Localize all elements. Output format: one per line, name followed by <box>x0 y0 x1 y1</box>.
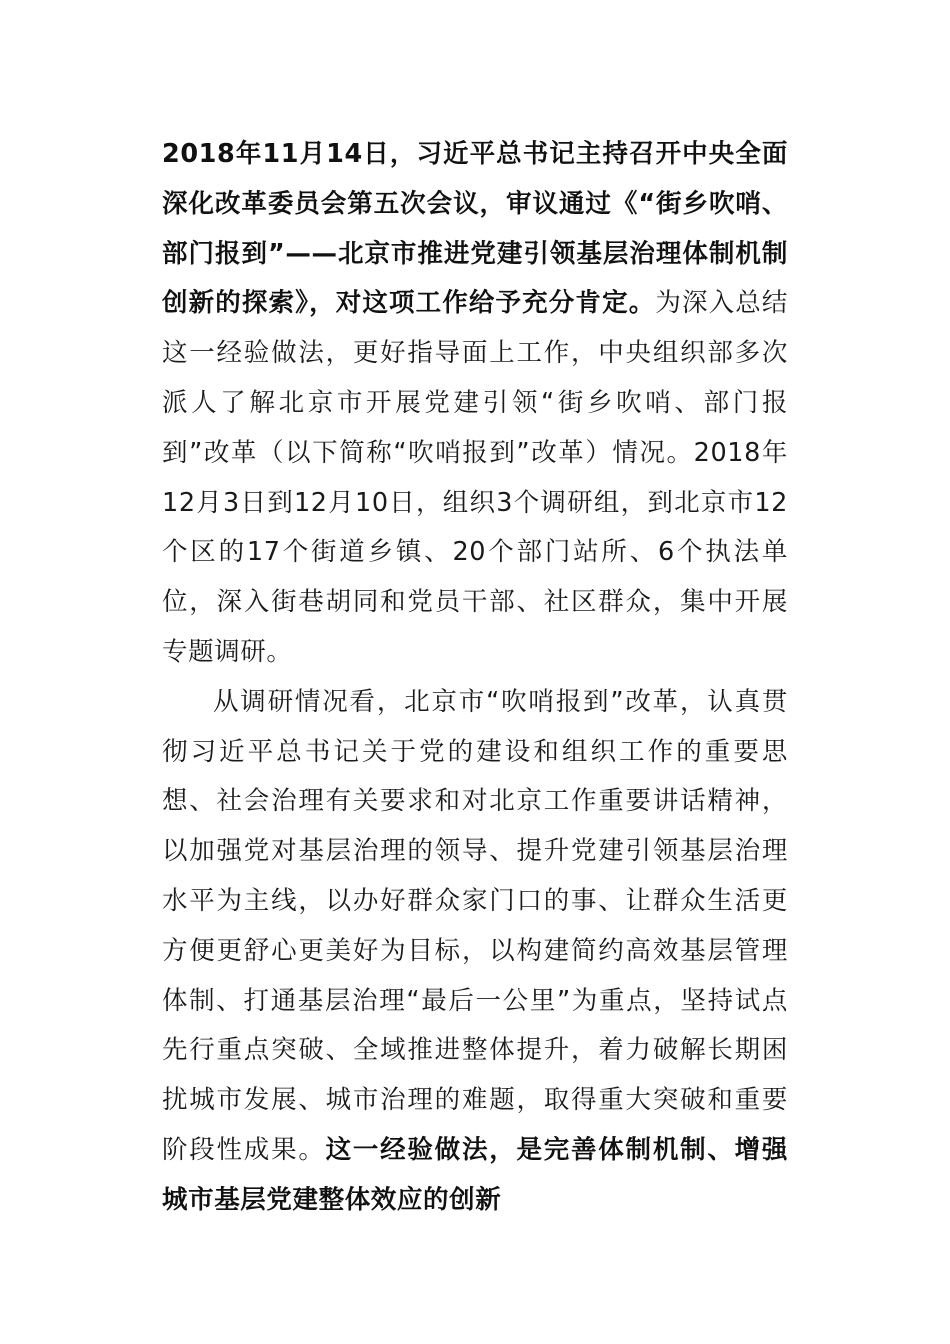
paragraph-1-text: 为深入总结这一经验做法，更好指导面上工作，中央组织部多次派人了解北京市开展党建引领“街乡吹哨、部门报到”改革（以下简称“吹哨报到”改革）情况。2018年12月3日到12月10日，组织3个调研组，到北京市12个区的17个街道乡镇、20个部门站所、6个执法单位，深入街巷胡同和党员干部、社区群众，集中开展专题调研。 <box>162 288 788 667</box>
paragraph-1 <box>162 130 788 678</box>
paragraph-2-text: 从调研情况看，北京市“吹哨报到”改革，认真贯彻习近平总书记关于党的建设和组织工作的重要思想、社会治理有关要求和对北京工作重要讲话精神，以加强党对基层治理的领导、提升党建引领基层治理水平为主线，以办好群众家门口的事、让群众生活更方便更舒心更美好为目标，以构建简约高效基层管理体制、打通基层治理“最后一公里”为重点，坚持试点先行重点突破、全域推进整体提升，着力破解长期困扰城市发展、城市治理的难题，取得重大突破和重要阶段性成果。 <box>162 686 788 1165</box>
paragraph-2 <box>162 678 788 1226</box>
paragraph-2-bold-tail: 这一经验做法，是完善体制机制、增强城市基层党建整体效应的创新 <box>162 1134 788 1215</box>
document-body <box>162 130 788 1226</box>
paragraph-1-bold-lead: 2018年11月14日，习近平总书记主持召开中央全面深化改革委员会第五次会议，审议通过《“街乡吹哨、部门报到”——北京市推进党建引领基层治理体制机制创新的探索》，对这项工作给予充分肯定。 <box>162 139 788 319</box>
